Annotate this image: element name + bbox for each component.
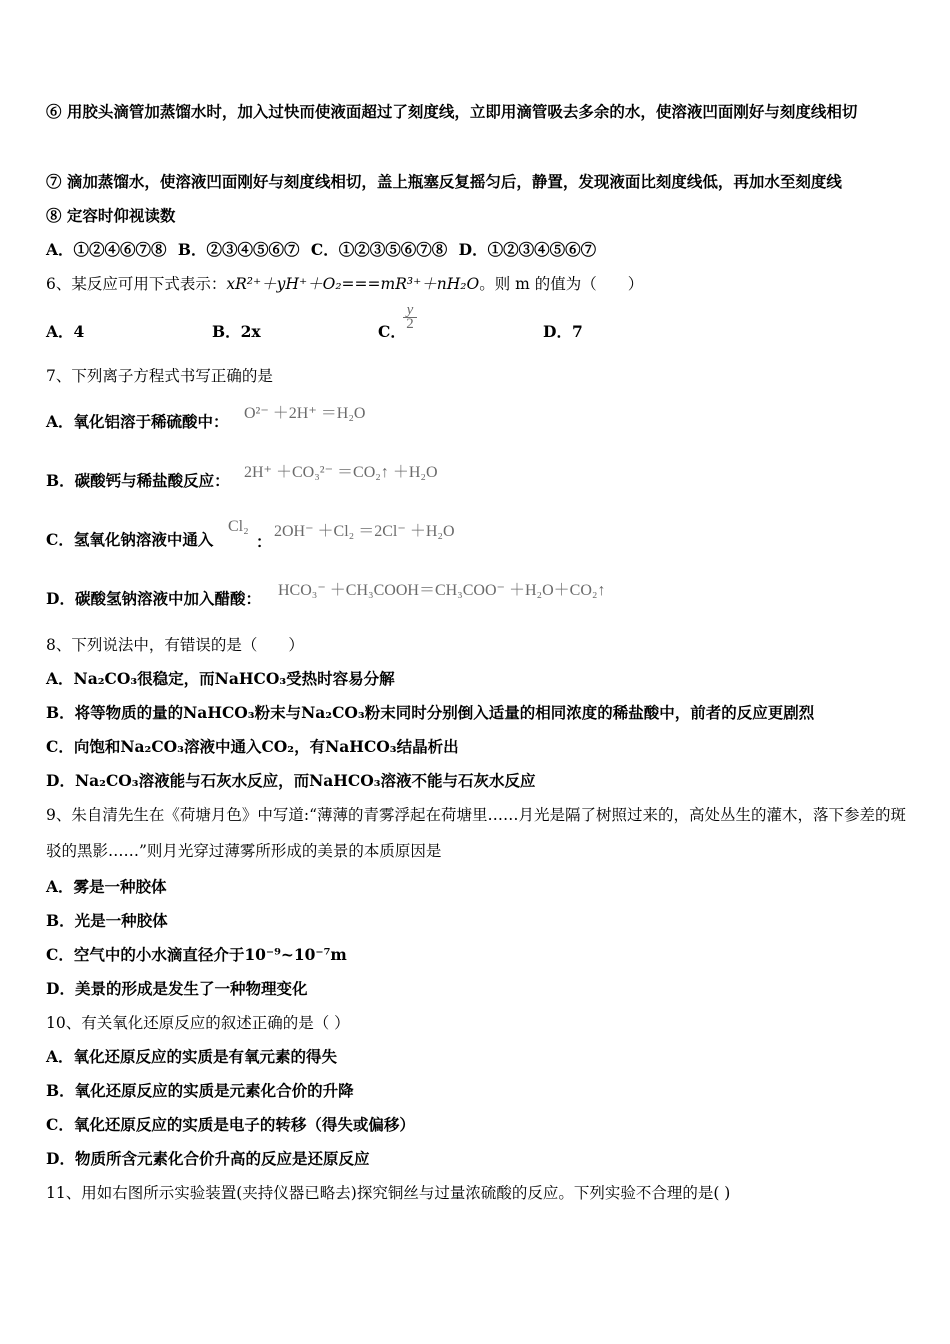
q10-option-d: D．物质所含元素化合价升高的反应是还原反应 [46, 1149, 370, 1168]
q7-option-c-colon: ： [256, 532, 272, 551]
q7-stem: 7、下列离子方程式书写正确的是 [46, 367, 273, 385]
option-7-text: ⑦ 滴加蒸馏水，使溶液凹面刚好与刻度线相切，盖上瓶塞反复摇匀后，静置，发现液面比刻度线低，再加水至刻度线 [46, 172, 842, 191]
q8-option-c: C．向饱和Na₂CO₃溶液中通入CO₂，有NaHCO₃结晶析出 [46, 737, 459, 756]
q9-stem: 9、朱自清先生在《荷塘月色》中写道:“薄薄的青雾浮起在荷塘里……月光是隔了树照过来的，高处丛生的灌木，落下参差的斑驳的黑影……”则月光穿过薄雾所形成的美景的本质原因是 [46, 806, 907, 860]
q10-option-b: B．氧化还原反应的实质是元素化合价的升降 [46, 1081, 354, 1100]
q6-option-c: C． [378, 322, 406, 341]
q7-option-c-label: C．氢氧化钠溶液中通入 [46, 530, 214, 549]
q9-option-d: D．美景的形成是发生了一种物理变化 [46, 979, 308, 998]
q6-stem-prefix: 6、某反应可用下式表示： [46, 275, 227, 293]
q6-fraction-denominator: 2 [406, 316, 414, 332]
q8-option-b: B．将等物质的量的NaHCO₃粉末与Na₂CO₃粉末同时分别倒入适量的相同浓度的稀盐酸中，前者的反应更剧烈 [46, 703, 815, 722]
q6-stem-suffix: 。则 m 的值为（ ） [479, 275, 644, 293]
q8-stem: 8、下列说法中，有错误的是（ ） [46, 636, 304, 654]
q10-stem: 10、有关氧化还原反应的叙述正确的是（ ） [46, 1014, 350, 1032]
option-8-text: ⑧ 定容时仰视读数 [46, 206, 176, 225]
q9-option-a: A．雾是一种胶体 [46, 877, 167, 896]
q7-option-a-label: A．氧化铝溶于稀硫酸中： [46, 412, 229, 431]
q7-option-a-formula: O²⁻ ＋2H⁺ ＝H₂O [244, 405, 366, 422]
q6-equation: xR²⁺＋yH⁺＋O₂===mR³⁺＋nH₂O [226, 275, 480, 293]
q7-option-d-formula: HCO₃⁻ ＋CH₃COOH＝CH₃COO⁻ ＋H₂O＋CO₂↑ [278, 582, 606, 599]
q6-fraction-numerator: y [403, 304, 417, 318]
q7-option-c-gas: Cl₂ [228, 518, 249, 535]
q6-option-d: D．7 [543, 322, 583, 341]
q7-option-b-formula: 2H⁺ ＋CO₃²⁻ ＝CO₂↑ ＋H₂O [244, 464, 438, 481]
q6-stem [46, 274, 643, 294]
q7-option-d-label: D．碳酸氢钠溶液中加入醋酸： [46, 589, 261, 608]
q6-option-b: B．2x [212, 322, 261, 341]
q7-option-b-label: B．碳酸钙与稀盐酸反应： [46, 471, 230, 490]
q9-option-b: B．光是一种胶体 [46, 911, 168, 930]
option-6-text: ⑥ 用胶头滴管加蒸馏水时，加入过快而使液面超过了刻度线，立即用滴管吸去多余的水，使溶液凹面刚好与刻度线相切 [46, 102, 858, 121]
q8-option-d: D．Na₂CO₃溶液能与石灰水反应，而NaHCO₃溶液不能与石灰水反应 [46, 771, 536, 790]
q5-answer-options: A．①②④⑥⑦⑧ B．②③④⑤⑥⑦ C．①②③⑤⑥⑦⑧ D．①②③④⑤⑥⑦ [46, 240, 597, 259]
q6-option-a: A．4 [46, 322, 85, 341]
q9-option-c: C．空气中的小水滴直径介于10⁻⁹~10⁻⁷m [46, 945, 347, 964]
q10-option-a: A．氧化还原反应的实质是有氧元素的得失 [46, 1047, 338, 1066]
q11-stem: 11、用如右图所示实验装置(夹持仪器已略去)探究铜丝与过量浓硫酸的反应。下列实验不合理的是( ) [46, 1184, 731, 1202]
q6-option-c-fraction [403, 304, 417, 331]
q8-option-a: A．Na₂CO₃很稳定，而NaHCO₃受热时容易分解 [46, 669, 395, 688]
q7-option-c-formula: 2OH⁻ ＋Cl₂ ＝2Cl⁻ ＋H₂O [274, 523, 455, 540]
q10-option-c: C．氧化还原反应的实质是电子的转移（得失或偏移） [46, 1115, 415, 1134]
